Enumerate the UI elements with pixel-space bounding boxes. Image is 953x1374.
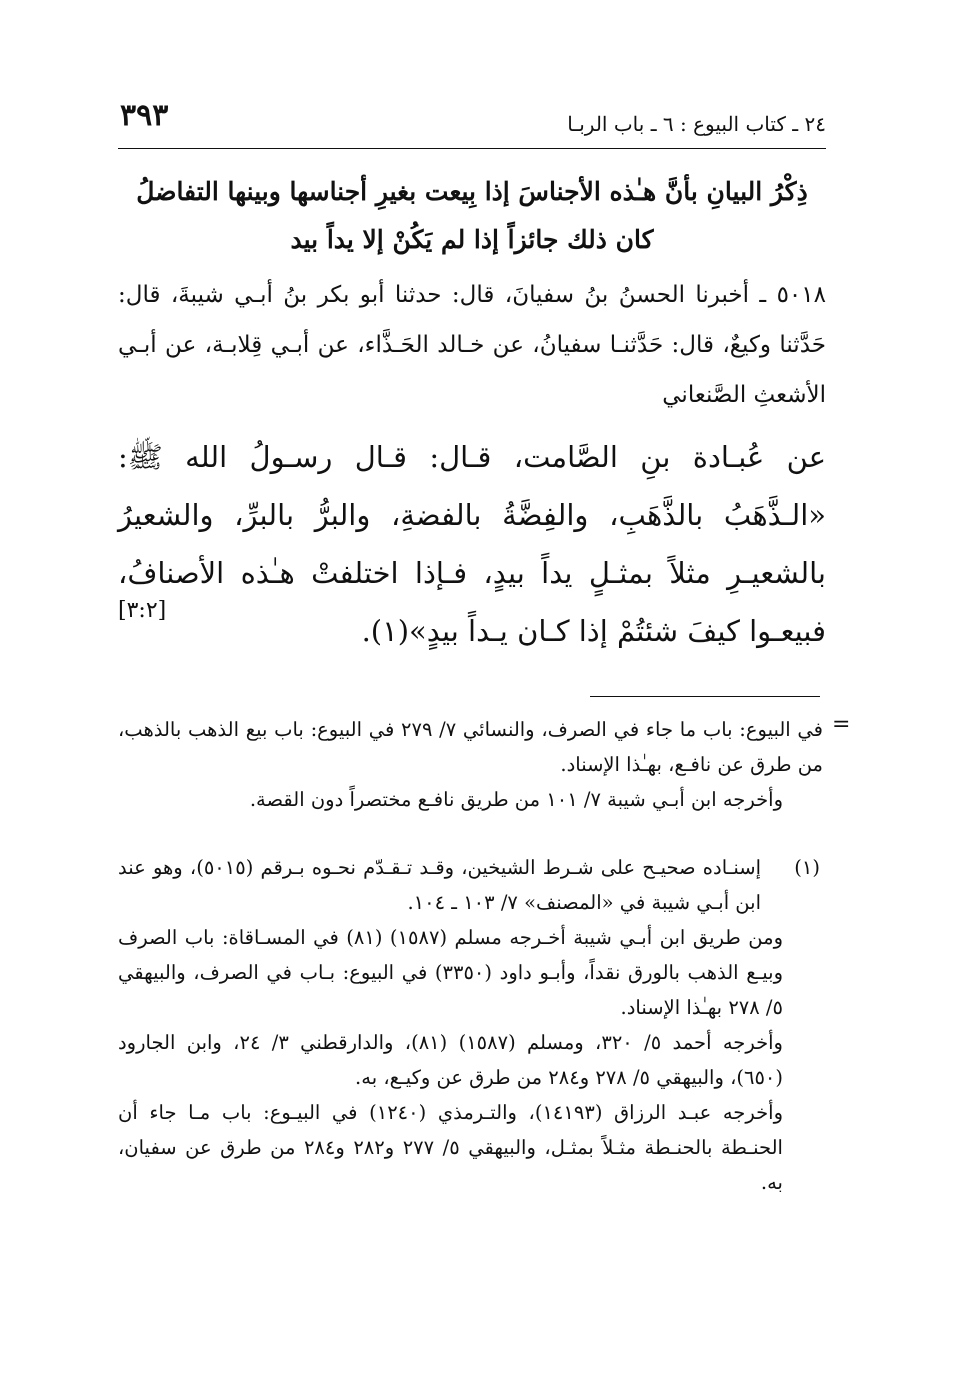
footnote-separator	[590, 696, 820, 697]
running-header	[118, 86, 826, 148]
footnote-paragraph: وأخرجه أحمد ٥/ ٣٢٠، ومسلم (١٥٨٧) (٨١)، والدارقطني ٣/ ٢٤، وابن الجارود (٦٥٠)، والبيهقي ٥/ ٢٧٨ و٢٨٤ من طرق عن وكيـع، به.	[118, 1031, 783, 1089]
heading-line-2: كان ذلك جائزاً إذا لم يَكُنْ إلا يداً بيد	[290, 225, 654, 254]
header-title: ٢٤ ـ كتاب البيوع : ٦ ـ باب الربـا	[567, 112, 826, 136]
header-rule	[118, 148, 826, 149]
footnote-continuation-mark: =	[832, 712, 851, 737]
hadith-reference: [٣:٢]	[118, 598, 167, 623]
chapter-heading	[118, 168, 826, 264]
page-number: ٣٩٣	[120, 98, 169, 133]
hadith-isnad: ٥٠١٨ ـ أخبرنا الحسنُ بنُ سفيانَ، قال: حدثنا أبو بكر بنُ أبـي شيبةَ، قال: حَدَّثنا وكيعٌ، قال: حَدَّثنـا سفيانُ، عن خـالد الحَـذَّاء، عن أبـي قِلابـة، عن أبـي الأشعثِ الصَّنعاني	[118, 282, 826, 408]
hadith-matn: عن عُبـادة بنِ الصَّامت، قـال: قـال رسـولُ الله ﷺ: «الـذَّهَبُ بالذَّهَبِ، والفِضَّةُ بالفضةِ، والبرُّ بالبرِّ، والشعيرُ بالشعيـرِ مثلاً بمثـلٍ يداً بيدٍ، فـإذا اختلفتْ هـٰذه الأصنافُ، فبيعـوا كيفَ شئتُمْ إذا كـان يـداً بيدٍ»(١).	[118, 440, 826, 648]
footnote-paragraph: في البيوع: باب ما جاء في الصرف، والنسائي ٧/ ٢٧٩ في البيوع: باب بيع الذهب بالذهب، من طرق عن نافـع، بهـٰذا الإسناد.	[118, 718, 823, 776]
footnote-paragraph: ومن طريق ابن أبـي شيبة أخـرجه مسلم (١٥٨٧) (٨١) في المسـاقاة: باب الصرف وبيـع الذهب بالورق نقداً، وأبـو داود (٣٣٥٠) في البيوع: بـاب في الصرف، والبيهقي ٥/ ٢٧٨ بهـٰذا الإسناد.	[118, 926, 784, 1019]
footnote-1-marker: (١)	[794, 856, 820, 879]
footnote-continuation	[118, 712, 823, 817]
footnote-1	[118, 850, 823, 1200]
footnote-paragraph: وأخرجه عبـد الرزاق (١٤١٩٣)، والتـرمذي (١٢٤٠) في البيـوع: باب مـا جاء أن الحنـطة بالحنـطة مثـلاً بمثـل، والبيهقي ٥/ ٢٧٧ و٢٨٢ و٢٨٤ من طرق عن سفيان، به.	[118, 1101, 783, 1194]
footnote-paragraph: إسنـاده صحيـح على شـرط الشيخين، وقـد تـقـدّم نحـوه بـرقم (٥٠١٥)، وهو عند ابن أبـي شيبة في «المصنف» ٧/ ١٠٣ ـ ١٠٤.	[118, 856, 761, 914]
heading-line-1: ذِكْرُ البيانِ بأنَّ هـٰذه الأجناسَ إذا بِيعت بغيرِ أجناسها وبينها التفاضلُ	[136, 177, 808, 206]
footnote-paragraph: وأخرجه ابن أبـي شيبة ٧/ ١٠١ من طريق نافـع مختصراً دون القصة.	[249, 788, 783, 811]
